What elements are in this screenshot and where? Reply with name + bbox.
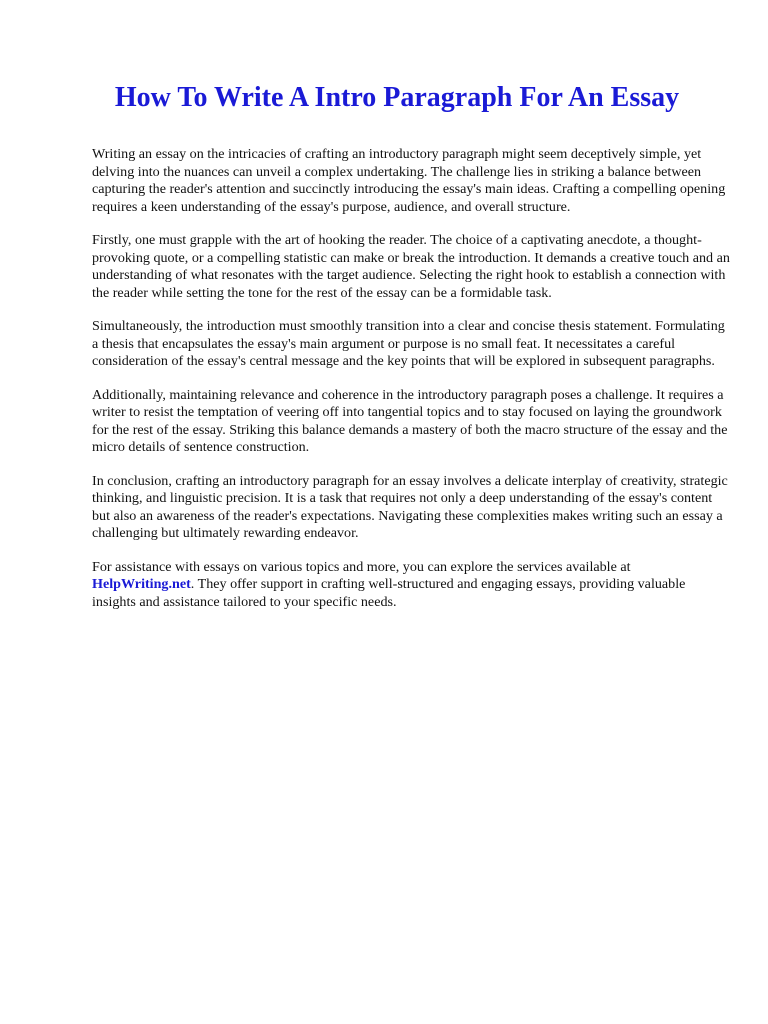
paragraph-hook: Firstly, one must grapple with the art of hooking the reader. The choice of a captivating anecdote, a thought-provoking quote, or a compelling statistic can make or break the introduction. It demands a creative touch and an understanding of what resonates with the target audience. Selecting the right hook to establish a connection with the reader while setting the tone for the rest of the essay can be a formidable task. — [92, 232, 730, 301]
paragraph-closing — [92, 559, 732, 612]
closing-text-after-link: . They offer support in crafting well-structured and engaging essays, providing valuable insights and assistance tailored to your specific needs. — [92, 576, 686, 610]
document-body — [92, 146, 732, 627]
helpwriting-link[interactable]: HelpWriting.net — [92, 576, 191, 592]
closing-text-before-link: For assistance with essays on various topics and more, you can explore the services available at — [92, 558, 631, 575]
paragraph-thesis: Simultaneously, the introduction must smoothly transition into a clear and concise thesis statement. Formulating a thesis that encapsulates the essay's main argument or purpose is no small feat. It necessitates a careful consideration of the essay's central message and the key points that will be explored in subsequent paragraphs. — [92, 318, 725, 369]
paragraph-conclusion: In conclusion, crafting an introductory paragraph for an essay involves a delicate interplay of creativity, strategic thinking, and linguistic precision. It is a task that requires not only a deep understanding of the essay's content but also an awareness of the reader's expectations. Navigating these complexities makes writing such an essay a challenging but ultimately rewarding endeavor. — [92, 472, 728, 541]
paragraph-coherence: Additionally, maintaining relevance and coherence in the introductory paragraph poses a challenge. It requires a writer to resist the temptation of veering off into tangential topics and to stay focused on laying the groundwork for the rest of the essay. Striking this balance demands a mastery of both the macro structure of the essay and the micro details of sentence construction. — [92, 386, 728, 455]
page-title: How To Write A Intro Paragraph For An Essay — [114, 82, 680, 113]
paragraph-intro: Writing an essay on the intricacies of crafting an introductory paragraph might seem deceptively simple, yet delving into the nuances can unveil a complex undertaking. The challenge lies in striking a balance between capturing the reader's attention and succinctly introducing the essay's main ideas. Crafting a compelling opening requires a keen understanding of the essay's purpose, audience, and overall structure. — [92, 146, 726, 215]
